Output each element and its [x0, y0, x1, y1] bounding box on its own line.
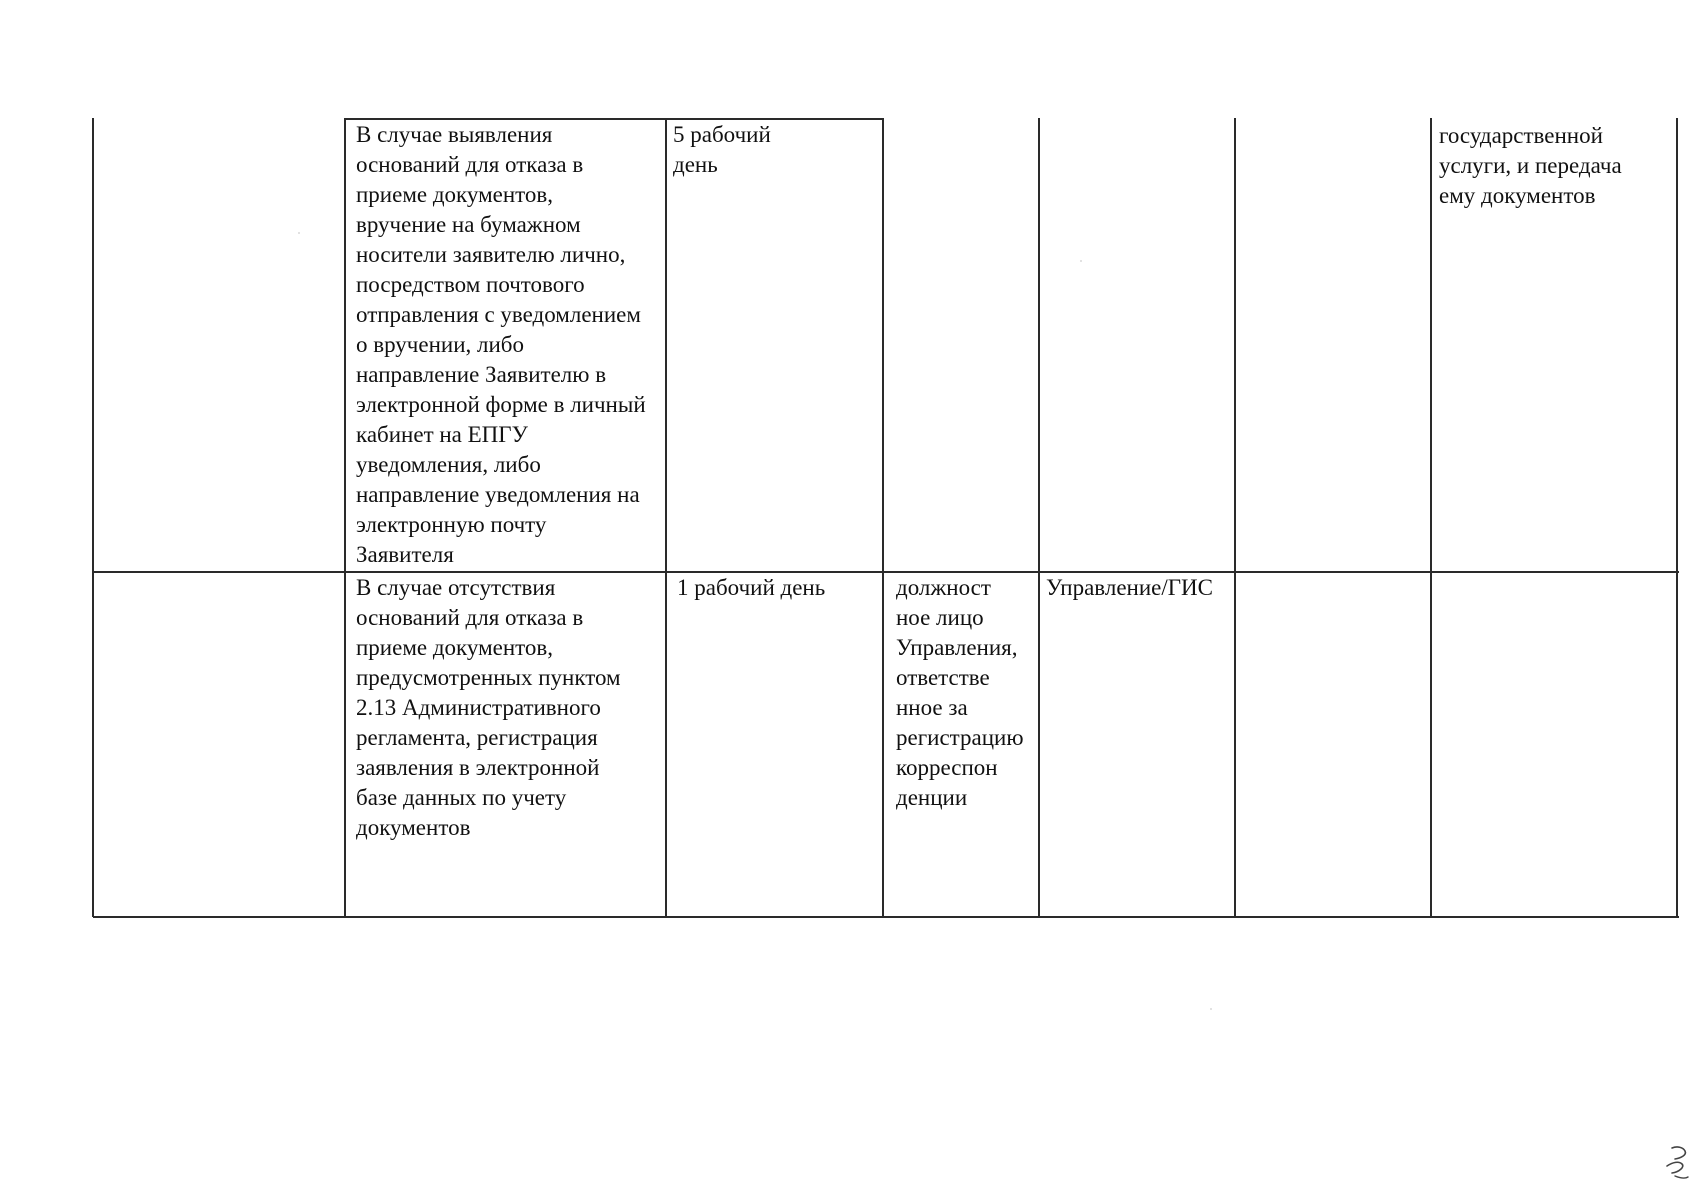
scan-artifact [1210, 1008, 1212, 1010]
table-column-divider-4 [1038, 118, 1040, 917]
table-column-divider-3 [882, 118, 884, 917]
row2-action-cell: В случае отсутствия оснований для отказа в приеме документов, предусмотренных пунктом 2.13 Административного регламента, регистрация заявления в электронной базе данных по учету документов [356, 575, 621, 840]
row2-deadline-cell: 1 рабочий день [677, 575, 826, 600]
handwritten-page-mark [1655, 1128, 1695, 1188]
table-right-border [1676, 118, 1678, 917]
row1-action-cell: В случае выявления оснований для отказа в приеме документов, вручение на бумажном носители заявителю лично, посредством почтового отправления с уведомлением о вручении, либо направление Заявителю в электронной форме в личный кабинет на ЕПГУ уведомления, либо направление уведомления на электронную почту Заявителя [356, 122, 646, 567]
table-column-divider-1 [344, 118, 346, 917]
table-left-border [92, 118, 94, 917]
table-bottom-rule [93, 916, 1679, 918]
scan-artifact [298, 232, 300, 234]
scan-artifact [1080, 260, 1082, 262]
row2-responsible-cell: должност ное лицо Управления, ответстве нное за регистрацию корреспон денции [896, 575, 1024, 810]
row2-place-cell: Управление/ГИС [1046, 575, 1213, 600]
row1-deadline-cell: 5 рабочий день [673, 122, 771, 177]
table-column-divider-6 [1430, 118, 1432, 917]
table-column-divider-5 [1234, 118, 1236, 917]
row1-result-cell: государственной услуги, и передача ему документов [1439, 123, 1622, 208]
table-column-divider-2 [665, 118, 667, 917]
table-row-divider [93, 571, 1679, 573]
